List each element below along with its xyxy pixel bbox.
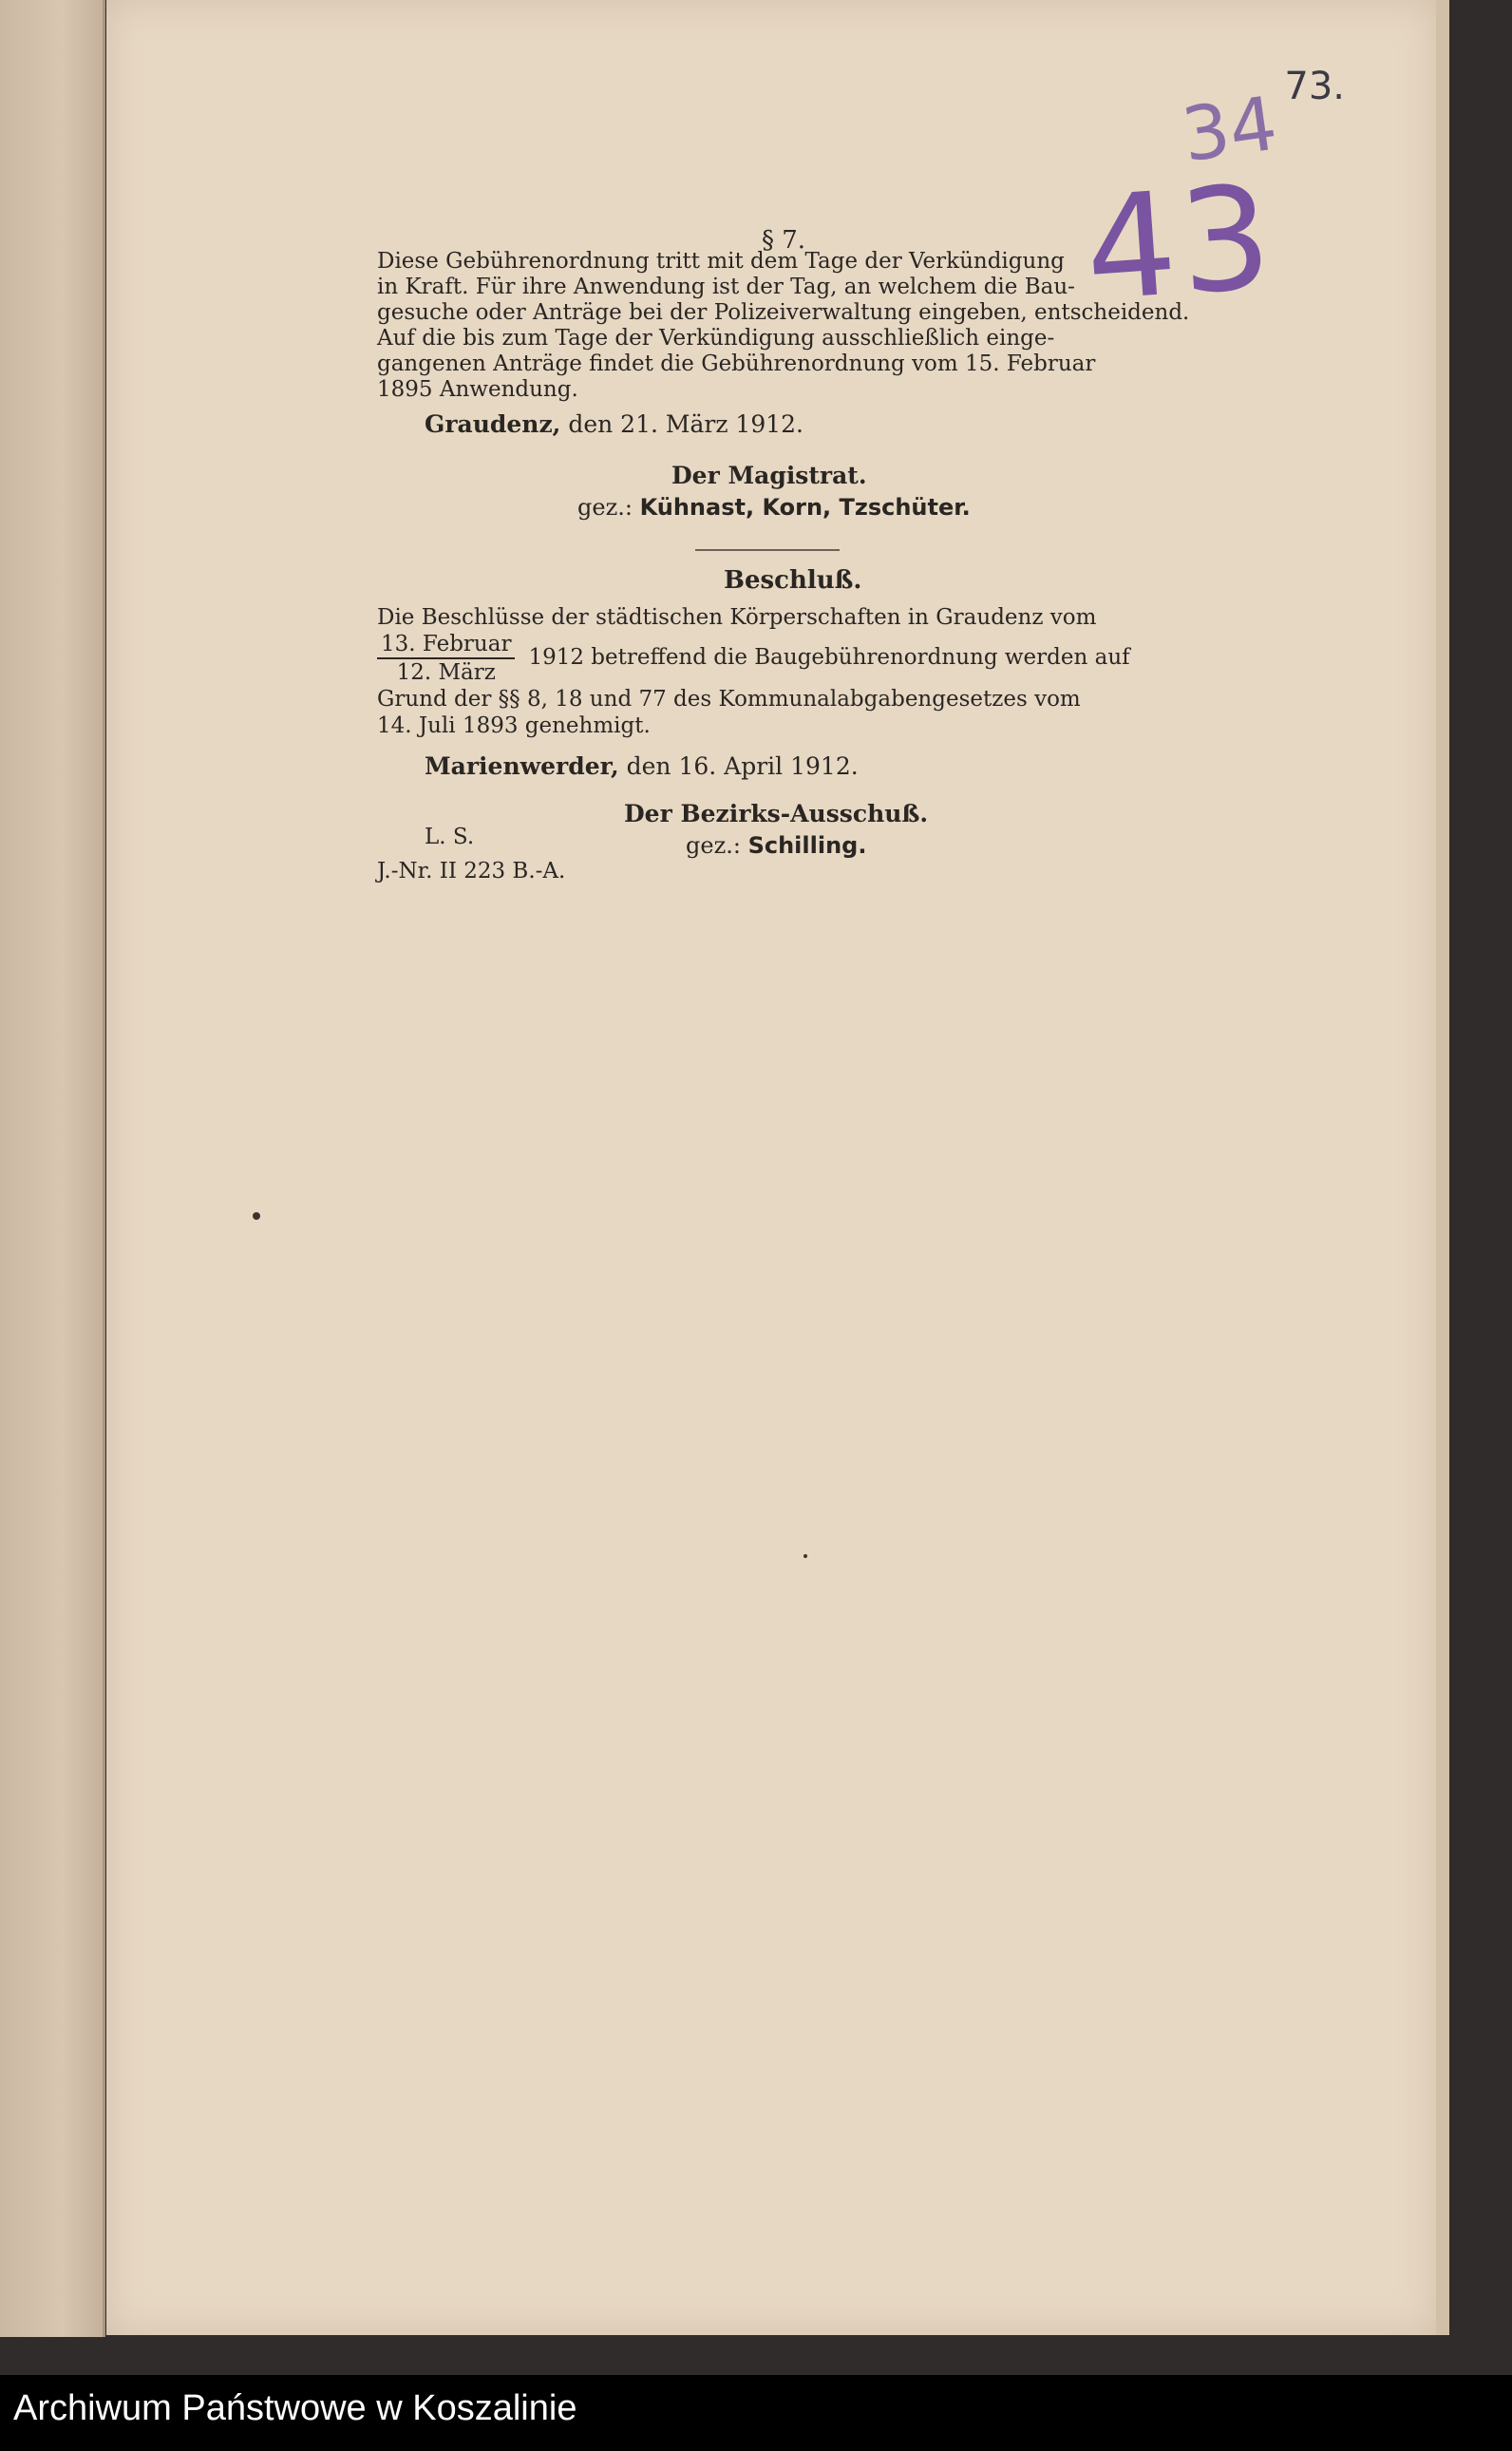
signer-name: Schilling. <box>747 832 867 859</box>
dateline-city: Marienwerder, <box>425 752 619 780</box>
archive-mark-old: 34 <box>1176 81 1282 180</box>
beschluss-paragraph <box>377 604 1184 739</box>
paragraph-line: Auf die bis zum Tage der Verkündigung ausschließlich einge- <box>377 326 1055 351</box>
marienwerder-dateline <box>425 752 859 780</box>
fraction-numerator: 13. Februar <box>377 631 515 659</box>
dateline-date: den 21. März 1912. <box>568 410 804 438</box>
paper-spot <box>253 1212 260 1220</box>
magistrat-signature-heading: Der Magistrat. <box>671 462 867 489</box>
date-fraction <box>377 631 515 686</box>
seal-mark: L. S. <box>425 825 475 849</box>
document-page <box>106 0 1436 2335</box>
section-heading: § 7. <box>762 226 806 255</box>
signer-prefix: gez.: <box>686 832 741 859</box>
archive-footer-bar <box>0 2375 1512 2451</box>
bezirk-signature-heading: Der Bezirks-Ausschuß. <box>624 800 929 827</box>
paper-spot <box>803 1554 807 1558</box>
fraction-denominator: 12. März <box>396 660 496 685</box>
beschluss-line: Die Beschlüsse der städtischen Körperschaften in Graudenz vom <box>377 605 1097 630</box>
dateline-date: den 16. April 1912. <box>626 752 859 780</box>
paragraph-line: gesuche oder Anträge bei der Polizeiverwaltung eingeben, entscheidend. <box>377 300 1190 325</box>
dateline-city: Graudenz, <box>425 410 561 438</box>
archive-footer-label: Archiwum Państwowe w Koszalinie <box>13 2388 577 2428</box>
beschluss-line: Grund der §§ 8, 18 und 77 des Kommunalabgabengesetzes vom <box>377 687 1081 712</box>
paragraph-line: gangenen Anträge findet die Gebührenordnung vom 15. Februar <box>377 352 1096 376</box>
page-edge <box>1436 0 1449 2335</box>
folio-number: 73. <box>1284 65 1345 108</box>
graudenz-dateline <box>425 410 803 438</box>
bezirk-signer <box>686 832 866 859</box>
magistrat-signers <box>577 494 971 521</box>
beschluss-heading: Beschluß. <box>724 566 862 595</box>
divider-rule <box>695 549 840 551</box>
journal-number: J.-Nr. II 223 B.-A. <box>377 859 566 884</box>
paragraph-line: in Kraft. Für ihre Anwendung ist der Tag, an welchem die Bau- <box>377 275 1075 299</box>
beschluss-line-rest: 1912 betreffend die Baugebührenordnung werden auf <box>528 645 1130 670</box>
archive-mark-new: 43 <box>1080 155 1280 333</box>
signers-names: Kühnast, Korn, Tzschüter. <box>639 494 971 521</box>
beschluss-line-fraction <box>377 631 1184 686</box>
signers-prefix: gez.: <box>577 494 633 521</box>
section-paragraph <box>377 249 1190 403</box>
previous-page-edge <box>0 0 105 2337</box>
paragraph-line: Diese Gebührenordnung tritt mit dem Tage der Verkündigung <box>377 249 1065 274</box>
beschluss-line: 14. Juli 1893 genehmigt. <box>377 713 651 738</box>
paragraph-line: 1895 Anwendung. <box>377 377 578 402</box>
